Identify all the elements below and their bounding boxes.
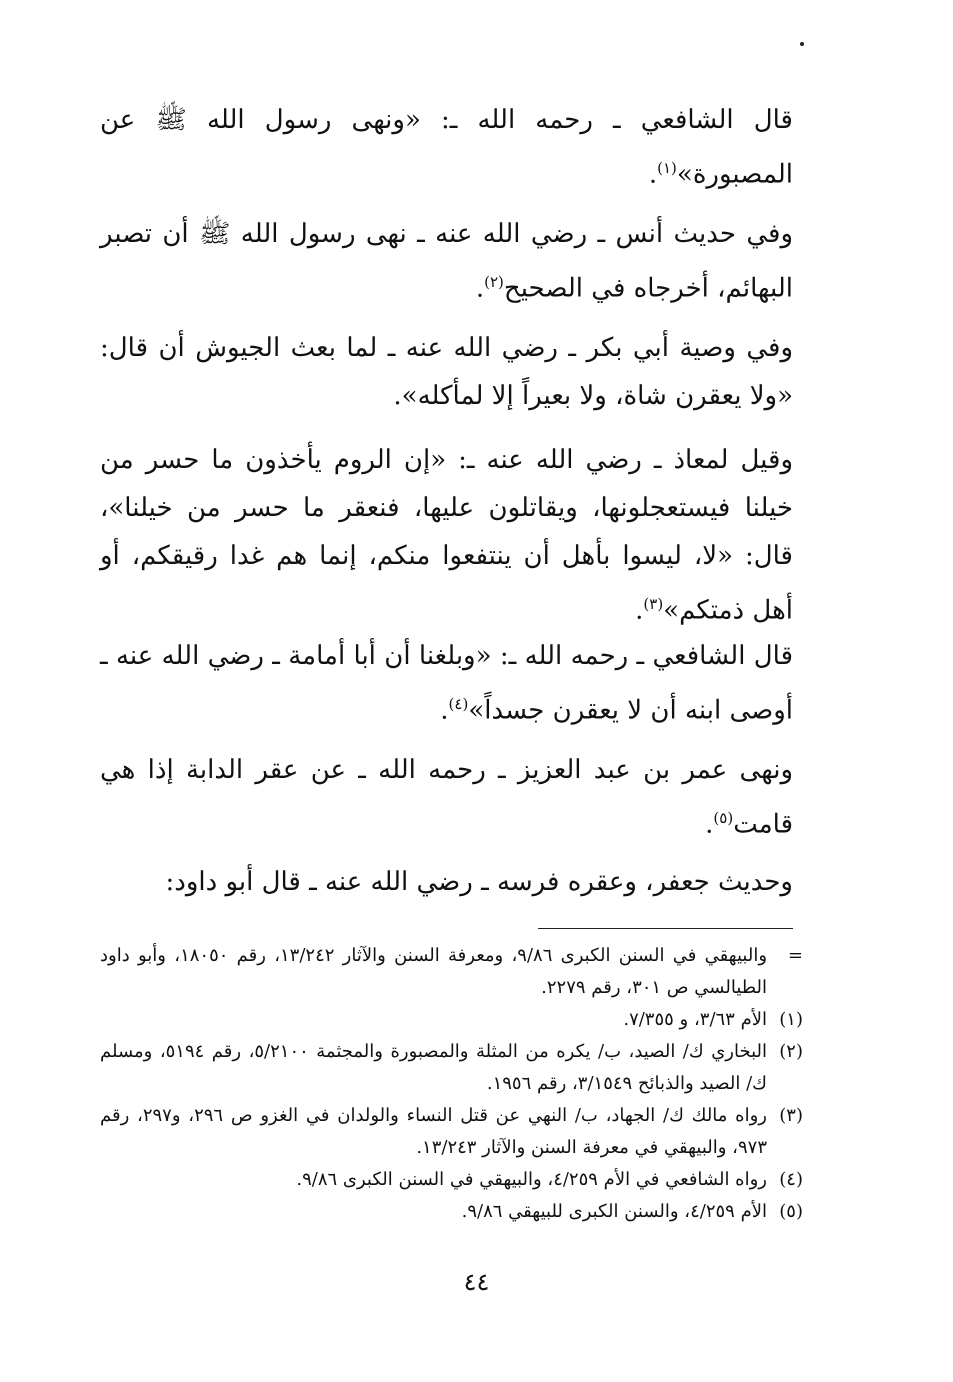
footnote-text: البخاري ك/ الصيد، ب/ يكره من المثلة والمصبورة والمجثمة ٥/٢١٠٠، رقم ٥١٩٤، ومسلم ك/ الصيد والذبائح ٣/١٥٤٩، رقم ١٩٥٦. — [100, 1041, 767, 1094]
paragraph-4: وقيل لمعاذ ـ رضي الله عنه ـ: «إن الروم يأخذون ما حسر من خيلنا فيستعجلونها، ويقاتلون عليها، فنعقر ما حسر من خيلنا»، قال: «لا، ليسوا بأهل أن ينتفعوا منكم، إنما هم غدا رقيقكم، أو أهل ذمتكم»$^{(٣)}$. — [100, 445, 793, 626]
footnote-text: رواه مالك ك/ الجهاد، ب/ النهي عن قتل النساء والولدان في الغزو ص ٢٩٦، و٢٩٧، رقم ٩٧٣، والبيهقي في معرفة السنن والآثار ١٣/٢٤٣. — [100, 1105, 767, 1158]
footnote-continued — [100, 940, 803, 1004]
footnote-text: رواه الشافعي في الأم ٤/٢٥٩، والبيهقي في السنن الكبرى ٩/٨٦. — [296, 1169, 767, 1190]
footnote-ref-2[interactable]: (٢) — [484, 273, 504, 291]
paragraph-1: قال الشافعي ـ رحمه الله ـ: «ونهى رسول الله ﷺ عن المصبورة»$^{(١)}$. — [100, 105, 793, 190]
footnote-ref-4[interactable]: (٤) — [448, 695, 469, 713]
footnote-ref-3[interactable]: (٣) — [643, 595, 664, 613]
footnote-number: (١) — [779, 1009, 803, 1030]
footnote-number: (٢) — [779, 1041, 803, 1062]
footnote-ref-5[interactable]: (٥) — [713, 809, 734, 827]
paragraph-2: وفي حديث أنس ـ رضي الله عنه ـ نهى رسول الله ﷺ أن تصبر البهائم، أخرجاه في الصحيح$^{(٢)}$. — [100, 219, 793, 304]
footnote-number: (٥) — [779, 1201, 803, 1222]
footnotes — [100, 940, 803, 1228]
footnote-text: الأم ٣/٦٣، و ٧/٣٥٥. — [623, 1009, 767, 1030]
footnote-number: (٣) — [779, 1105, 803, 1126]
footnote-separator — [538, 928, 793, 929]
paragraph-7: وحديث جعفر، وعقره فرسه ـ رضي الله عنه ـ قال أبو داود: — [165, 867, 793, 897]
speck-mark — [800, 42, 804, 46]
footnote-4 — [100, 1164, 803, 1196]
footnote-1 — [100, 1004, 803, 1036]
page-number: ٤٤ — [463, 1268, 490, 1296]
footnote-5 — [100, 1196, 803, 1228]
footnote-number: = — [787, 945, 803, 966]
paragraph-5: قال الشافعي ـ رحمه الله ـ: «وبلغنا أن أبا أمامة ـ رضي الله عنه ـ أوصى ابنه أن لا يعقرن جسداً»$^{(٤)}$. — [100, 641, 793, 726]
footnote-text: الأم ٤/٢٥٩، والسنن الكبرى للبيهقي ٩/٨٦. — [461, 1201, 767, 1222]
footnote-text: والبيهقي في السنن الكبرى ٩/٨٦، ومعرفة السنن والآثار ١٣/٢٤٢، رقم ١٨٠٥٠، وأبو داود الطيالسي ص ٣٠١، رقم ٢٢٧٩. — [100, 945, 768, 998]
footnote-3 — [100, 1100, 803, 1164]
footnote-number: (٤) — [779, 1169, 803, 1190]
paragraph-6: ونهى عمر بن عبد العزيز ـ رحمه الله ـ عن عقر الدابة إذا هي قامت$^{(٥)}$. — [100, 755, 793, 840]
footnote-2 — [100, 1036, 803, 1100]
footnote-ref-1[interactable]: (١) — [657, 159, 677, 177]
paragraph-3: وفي وصية أبي بكر ـ رضي الله عنه ـ لما بعث الجيوش أن قال: «ولا يعقرن شاة، ولا بعيراً إلا لمأكله». — [100, 333, 793, 411]
